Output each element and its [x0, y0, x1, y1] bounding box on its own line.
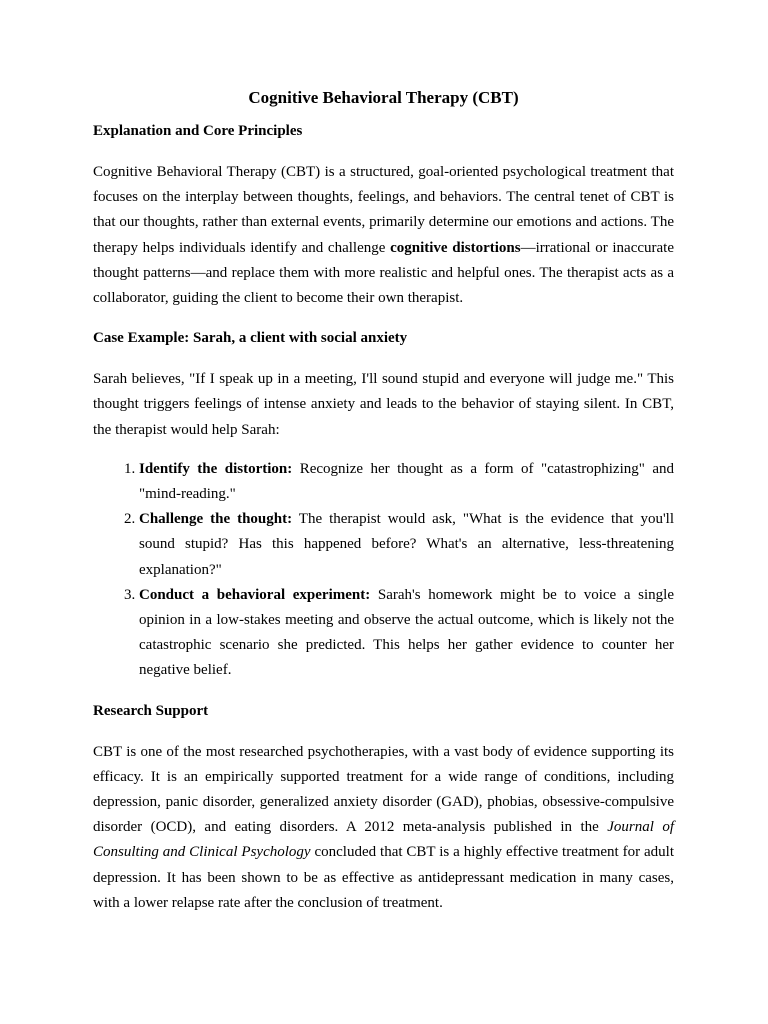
principles-text-1: Cognitive Behavioral Therapy (CBT) is a structured, goal-oriented psychological treatment that focuses on the interplay between thoughts, feelings, and behaviors. The central tenet of CBT is that our thoughts, rather than external events, primarily determine our emotions and actions. The therapy helps individuals identify and challenge [93, 164, 674, 256]
case-steps-list [93, 457, 674, 684]
section-heading-principles: Explanation and Core Principles [93, 123, 303, 139]
journal-name: Journal of Consulting and Clinical Psychology [93, 819, 674, 861]
list-item [139, 583, 674, 684]
step-text: Recognize her thought as a form of "catastrophizing" and "mind-reading." [139, 460, 674, 503]
list-item [139, 507, 674, 583]
list-item [139, 457, 674, 507]
principles-bold-term: cognitive distortions [390, 239, 521, 256]
step-label: Identify the distortion: [139, 460, 293, 477]
step-label: Conduct a behavioral experiment: [139, 586, 371, 603]
principles-paragraph [93, 160, 674, 311]
step-label: Challenge the thought: [139, 511, 293, 528]
research-text-2: concluded that CBT is a highly effective treatment for adult depression. It has been shown to be as effective as antidepressant medication in many cases, with a lower relapse rate after the conclusion of treatment. [93, 844, 674, 911]
case-example-paragraph: Sarah believes, "If I speak up in a meeting, I'll sound stupid and everyone will judge me." This thought triggers feelings of intense anxiety and leads to the behavior of staying silent. In CBT, the therapist would help Sarah: [93, 371, 674, 438]
principles-text-2: —irrational or inaccurate thought patterns—and replace them with more realistic and helpful ones. The therapist acts as a collaborator, guiding the client to become their own therapist. [93, 239, 674, 307]
step-text: Sarah's homework might be to voice a single opinion in a low-stakes meeting and observe the actual outcome, which is likely not the catastrophic scenario she predicted. This helps her gather evidence to counter her negative belief. [139, 586, 674, 679]
section-heading-case-example: Case Example: Sarah, a client with social anxiety [93, 330, 408, 347]
document-title: Cognitive Behavioral Therapy (CBT) [248, 88, 519, 107]
step-text: The therapist would ask, "What is the evidence that you'll sound stupid? Has this happened before? What's an alternative, less-threatening explanation?" [139, 511, 674, 578]
research-paragraph [93, 740, 674, 916]
section-heading-research: Research Support [93, 702, 209, 719]
research-text-1: CBT is one of the most researched psychotherapies, with a vast body of evidence supporting its efficacy. It is an empirically supported treatment for a wide range of conditions, including depression, panic disorder, generalized anxiety disorder (GAD), phobias, obsessive-compulsive disorder (OCD), and eating disorders. A 2012 meta-analysis published in the [93, 743, 674, 836]
